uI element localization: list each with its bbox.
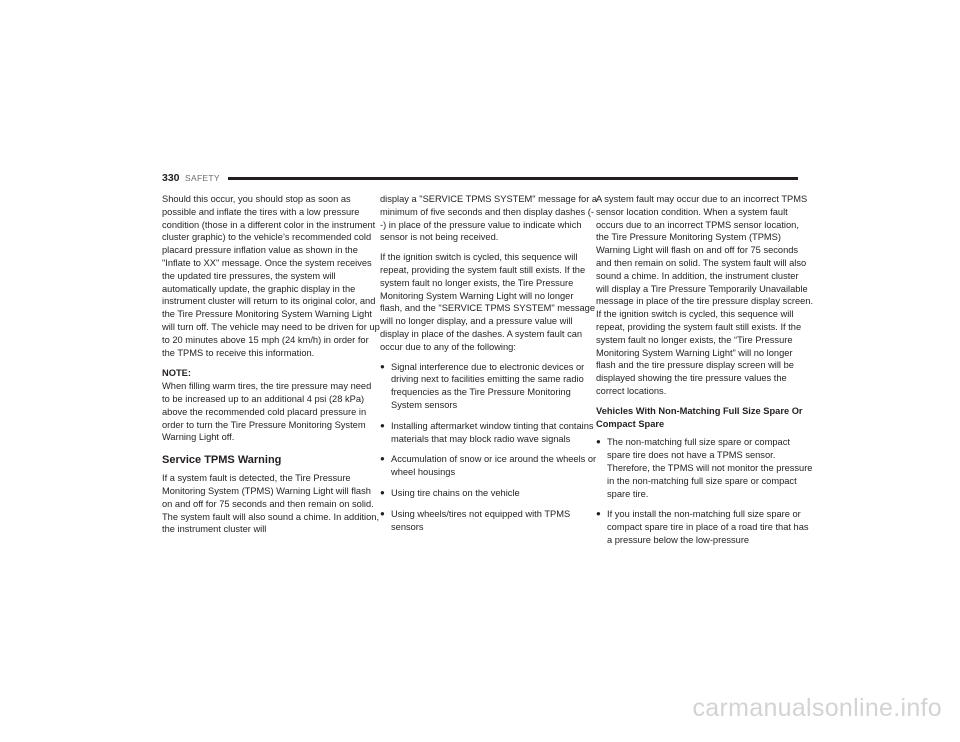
- page-number: 330: [162, 172, 180, 184]
- bullet-icon: ●: [380, 420, 385, 430]
- fault-causes-list: [380, 361, 598, 534]
- list-item: [596, 508, 814, 546]
- paragraph: A system fault may occur due to an incorrect TPMS sensor location condition. When a system fault occurs due to an incorrect TPMS sensor location, the Tire Pressure Monitoring System (TPMS) Warning Light will flash on and off for 75 seconds and then remain on solid. The system fault will also sound a chime. In addition, the instrument cluster will display a Tire Pressure Temporarily Unavailable message in place of the tire pressure display screen. If the ignition switch is cycled, this sequence will repeat, providing the system fault still exists. If the system fault no longer exists, the “Tire Pressure Monitoring System Warning Light” will no longer flash and the tire pressure display screen will be displayed showing the tire pressure values the correct locations.: [596, 194, 814, 396]
- paragraph: Should this occur, you should stop as soon as possible and inflate the tires with a low pressure condition (those in a different color in the instrument cluster graphic) to the vehicle’s recommended cold placard pressure inflation value as shown in the "Inflate to XX" message. Once the system receives the updated tire pressures, the system will automatically update, the graphic display in the instrument cluster will return to its original color, and the Tire Pressure Monitoring System Warning Light will turn off. The vehicle may need to be driven for up to 20 minutes above 15 mph (24 km/h) in order for the TPMS to receive this information.: [162, 194, 380, 358]
- list-item: [380, 508, 598, 534]
- bullet-icon: ●: [596, 437, 601, 447]
- bullet-icon: ●: [380, 487, 385, 497]
- note-label: NOTE:: [162, 368, 191, 379]
- spare-tire-list: [596, 436, 814, 546]
- list-item: [380, 420, 598, 446]
- header-rule: [228, 177, 798, 180]
- list-item-text: The non-matching full size spare or compact spare tire does not have a TPMS sensor. Therefore, the TPMS will not monitor the pressure in the non-matching full size spare or compact spare tire.: [607, 437, 813, 499]
- section-name: SAFETY: [185, 173, 220, 183]
- note-text: When filling warm tires, the tire pressure may need to be increased up to an additional 4 psi (28 kPa) above the recommended cold placard pressure in order to turn the Tire Pressure Monitoring System Warning Light off.: [162, 381, 372, 443]
- bullet-icon: ●: [380, 508, 385, 518]
- list-item: [380, 361, 598, 412]
- paragraph: If the ignition switch is cycled, this sequence will repeat, providing the system fault still exists. If the system fault no longer exists, the Tire Pressure Monitoring System Warning Light will no longer flash, and the "SERVICE TPMS SYSTEM" message will no longer display, and a pressure value will display in place of the dashes. A system fault can occur due to any of the following:: [380, 252, 596, 352]
- list-item-text: Using wheels/tires not equipped with TPMS sensors: [391, 508, 571, 532]
- watermark: carmanualsonline.info: [692, 694, 942, 722]
- list-item: [380, 487, 598, 500]
- list-item-text: Installing aftermarket window tinting that contains materials that may block radio wave signals: [391, 420, 594, 444]
- list-item-text: Accumulation of snow or ice around the wheels or wheel housings: [391, 454, 597, 478]
- list-item: [380, 453, 598, 479]
- list-item-text: If you install the non-matching full size spare or compact spare tire in place of a road tire that has a pressure below the low-pressure: [607, 509, 809, 545]
- list-item-text: Using tire chains on the vehicle: [391, 487, 520, 498]
- page-header: [162, 171, 798, 185]
- paragraph: display a "SERVICE TPMS SYSTEM" message for a minimum of five seconds and then display dashes (--) in place of the pressure value to indicate which sensor is not being received.: [380, 194, 598, 243]
- section-heading: Service TPMS Warning: [162, 454, 282, 467]
- list-item-text: Signal interference due to electronic devices or driving next to facilities emitting the same radio frequencies as the Tire Pressure Monitoring System sensors: [391, 361, 585, 410]
- bullet-icon: ●: [596, 509, 601, 519]
- subheading: Vehicles With Non-Matching Full Size Spare Or Compact Spare: [596, 405, 803, 429]
- bullet-icon: ●: [380, 361, 385, 371]
- column-right: [596, 193, 814, 555]
- column-middle: [380, 193, 598, 541]
- column-left: [162, 193, 380, 543]
- paragraph: If a system fault is detected, the Tire Pressure Monitoring System (TPMS) Warning Light will flash on and off for 75 seconds and then remain on solid. The system fault will also sound a chime. In addition, the instrument cluster will: [162, 473, 380, 535]
- bullet-icon: ●: [380, 454, 385, 464]
- list-item: [596, 436, 814, 500]
